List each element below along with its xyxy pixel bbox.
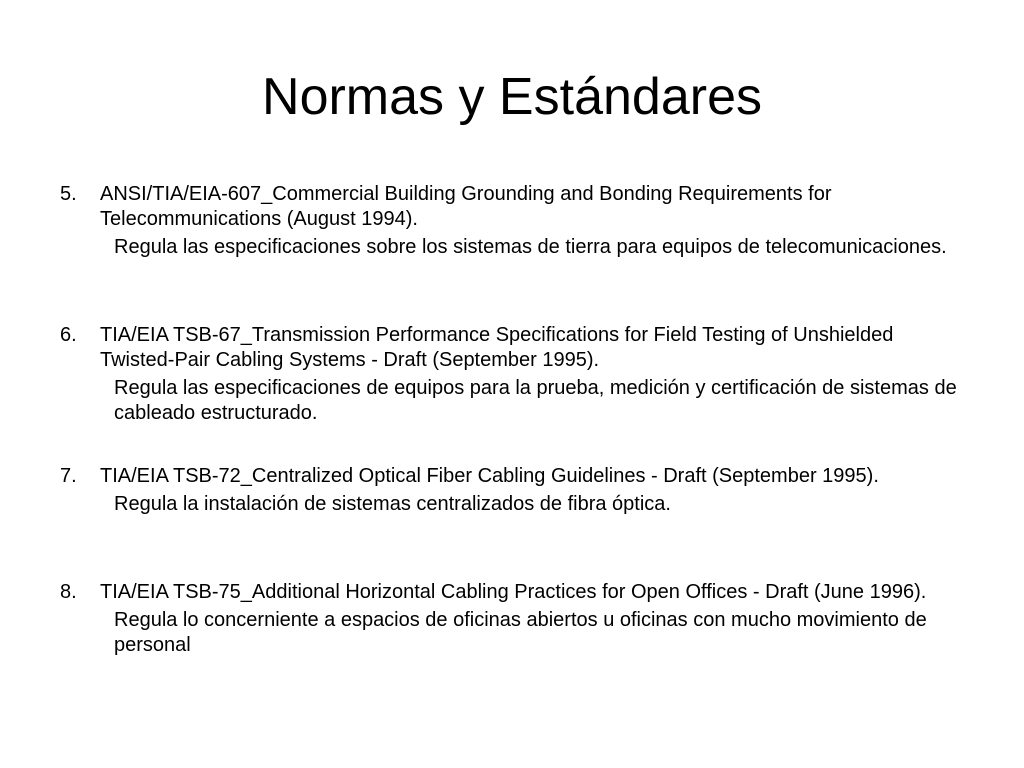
- list-item-description: Regula las especificaciones de equipos para la prueba, medición y certificación de sistemas de cableado estructurado.: [114, 377, 957, 424]
- list-item-heading: ANSI/TIA/EIA-607_Commercial Building Grounding and Bonding Requirements for Telecommunications (August 1994).: [100, 183, 832, 230]
- list-item: [60, 580, 970, 658]
- list-item-heading: TIA/EIA TSB-67_Transmission Performance Specifications for Field Testing of Unshielded Twisted-Pair Cabling Systems - Draft (September 1995).: [100, 324, 894, 371]
- page-title: Normas y Estándares: [262, 68, 762, 126]
- list-item: [60, 464, 970, 517]
- list-item-description: Regula la instalación de sistemas centralizados de fibra óptica.: [114, 493, 671, 515]
- list-item-number: 7.: [60, 465, 77, 487]
- list-item-heading: TIA/EIA TSB-72_Centralized Optical Fiber Cabling Guidelines - Draft (September 1995).: [100, 465, 879, 487]
- list-item-number: 6.: [60, 324, 77, 346]
- list-item: [60, 182, 970, 260]
- list-item-description: Regula lo concerniente a espacios de oficinas abiertos u oficinas con mucho movimiento de personal: [114, 609, 927, 656]
- list-item-description: Regula las especificaciones sobre los sistemas de tierra para equipos de telecomunicaciones.: [114, 236, 947, 258]
- list-item: [60, 323, 970, 426]
- list-item-number: 8.: [60, 581, 77, 603]
- list-item-heading: TIA/EIA TSB-75_Additional Horizontal Cabling Practices for Open Offices - Draft (June 1996).: [100, 581, 927, 603]
- list-item-number: 5.: [60, 183, 77, 205]
